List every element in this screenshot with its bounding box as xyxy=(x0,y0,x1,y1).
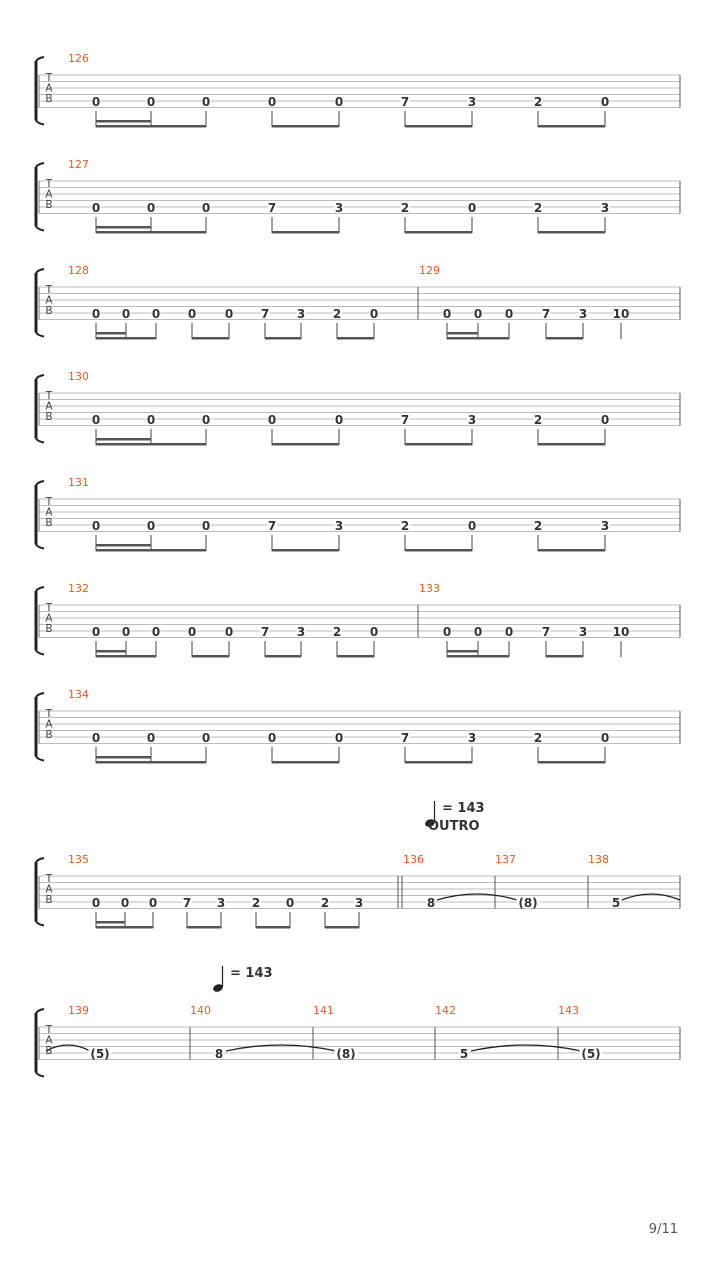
fret-number: 2 xyxy=(320,896,330,910)
fret-number: 0 xyxy=(473,625,483,639)
fret-number: 3 xyxy=(334,519,344,533)
measure-number: 127 xyxy=(68,158,89,171)
fret-number: 0 xyxy=(91,201,101,215)
bracket-cap-top xyxy=(36,481,44,485)
fret-number: 7 xyxy=(400,413,410,427)
fret-number: 0 xyxy=(201,413,211,427)
tab-clef-letter: A xyxy=(45,506,53,519)
fret-number: 0 xyxy=(146,731,156,745)
fret-number: 0 xyxy=(91,95,101,109)
fret-number: 0 xyxy=(201,201,211,215)
beam xyxy=(325,926,359,929)
fret-number: 0 xyxy=(91,519,101,533)
bracket-cap-bottom xyxy=(36,922,44,926)
fret-number: 2 xyxy=(533,95,543,109)
fret-number: 0 xyxy=(267,413,277,427)
measure-number: 140 xyxy=(190,1004,211,1017)
bracket-cap-top xyxy=(36,1009,44,1013)
fret-number: 7 xyxy=(400,95,410,109)
fret-number: 0 xyxy=(504,307,514,321)
tab-clef-letter: T xyxy=(45,390,53,402)
fret-number: 3 xyxy=(354,896,364,910)
beam xyxy=(337,337,374,340)
fret-number: 0 xyxy=(146,95,156,109)
tab-clef-letter: B xyxy=(45,623,53,635)
fret-number: 3 xyxy=(600,519,610,533)
bracket-cap-top xyxy=(36,858,44,862)
fret-number: 3 xyxy=(216,896,226,910)
beam-secondary xyxy=(96,921,125,924)
tab-clef-letter: T xyxy=(45,284,53,296)
tie-arc xyxy=(437,894,517,900)
fret-number: 0 xyxy=(473,307,483,321)
beam-secondary xyxy=(96,756,151,759)
fret-number: 0 xyxy=(224,625,234,639)
beam xyxy=(447,655,509,658)
tab-clef-letter: T xyxy=(45,873,53,885)
tab-clef-letter: A xyxy=(45,718,53,731)
fret-number: 7 xyxy=(541,307,551,321)
measure-number: 138 xyxy=(588,853,609,866)
tab-clef-letter: B xyxy=(45,411,53,423)
fret-number: 0 xyxy=(600,413,610,427)
fret-number: 0 xyxy=(146,519,156,533)
fret-number: 7 xyxy=(182,896,192,910)
fret-number: 0 xyxy=(369,625,379,639)
tab-clef-letter: T xyxy=(45,178,53,190)
fret-number: 0 xyxy=(201,519,211,533)
tab-clef-letter: T xyxy=(45,1024,53,1036)
tab-clef-letter: T xyxy=(45,496,53,508)
tab-clef-letter: A xyxy=(45,1034,53,1047)
fret-number: 0 xyxy=(369,307,379,321)
beam-secondary xyxy=(96,120,151,123)
fret-number: 0 xyxy=(224,307,234,321)
fret-number: 0 xyxy=(600,95,610,109)
beam xyxy=(546,337,583,340)
beam xyxy=(272,549,339,552)
beam xyxy=(538,125,605,128)
bracket-cap-bottom xyxy=(36,439,44,443)
bracket-cap-top xyxy=(36,375,44,379)
beam xyxy=(96,926,153,929)
fret-number: 0 xyxy=(121,625,131,639)
fret-number: 0 xyxy=(121,307,131,321)
tie-arc xyxy=(471,1045,581,1051)
beam xyxy=(96,761,206,764)
bracket-cap-bottom xyxy=(36,227,44,231)
fret-number: 8 xyxy=(426,896,436,910)
fret-number: 0 xyxy=(148,896,158,910)
fret-number: 0 xyxy=(442,625,452,639)
fret-number: (5) xyxy=(90,1047,110,1061)
beam xyxy=(256,926,290,929)
measure-number: 132 xyxy=(68,582,89,595)
fret-number: 3 xyxy=(296,307,306,321)
page-number: 9/11 xyxy=(648,1222,678,1237)
beam xyxy=(405,125,472,128)
measure-number: 133 xyxy=(419,582,440,595)
fret-number: 0 xyxy=(91,307,101,321)
fret-number: (8) xyxy=(336,1047,356,1061)
fret-number: 0 xyxy=(285,896,295,910)
bracket-cap-bottom xyxy=(36,651,44,655)
bracket-cap-top xyxy=(36,587,44,591)
fret-number: (8) xyxy=(518,896,538,910)
fret-number: 3 xyxy=(467,731,477,745)
fret-number: 5 xyxy=(611,896,621,910)
fret-number: 3 xyxy=(578,625,588,639)
tab-clef-letter: A xyxy=(45,188,53,201)
fret-number: 0 xyxy=(334,413,344,427)
tab-clef-letter: B xyxy=(45,729,53,741)
beam-secondary xyxy=(96,544,151,547)
fret-number: 0 xyxy=(187,625,197,639)
bracket-cap-bottom xyxy=(36,333,44,337)
fret-number: 7 xyxy=(260,307,270,321)
fret-number: 7 xyxy=(260,625,270,639)
fret-number: 2 xyxy=(400,201,410,215)
beam xyxy=(96,231,206,234)
tie-arc xyxy=(226,1045,336,1051)
beam xyxy=(538,761,605,764)
beam xyxy=(272,761,339,764)
tempo-marking: = 143 xyxy=(230,966,273,981)
fret-number: 0 xyxy=(120,896,130,910)
fret-number: 0 xyxy=(91,731,101,745)
beam xyxy=(192,655,229,658)
measure-number: 135 xyxy=(68,853,89,866)
fret-number: 0 xyxy=(201,95,211,109)
measure-number: 126 xyxy=(68,52,89,65)
fret-number: 8 xyxy=(214,1047,224,1061)
fret-number: 2 xyxy=(251,896,261,910)
fret-number: 0 xyxy=(91,413,101,427)
fret-number: 0 xyxy=(151,307,161,321)
bracket-cap-top xyxy=(36,163,44,167)
tab-clef-letter: B xyxy=(45,93,53,105)
fret-number: 0 xyxy=(267,731,277,745)
fret-number: 0 xyxy=(334,731,344,745)
measure-number: 134 xyxy=(68,688,89,701)
beam-secondary xyxy=(96,332,126,335)
fret-number: 0 xyxy=(146,201,156,215)
measure-number: 139 xyxy=(68,1004,89,1017)
fret-number: 0 xyxy=(442,307,452,321)
bracket-cap-bottom xyxy=(36,1073,44,1077)
tab-clef-letter: B xyxy=(45,894,53,906)
measure-number: 137 xyxy=(495,853,516,866)
fret-number: (5) xyxy=(581,1047,601,1061)
beam-secondary xyxy=(447,650,478,653)
bracket-cap-bottom xyxy=(36,757,44,761)
section-label: OUTRO xyxy=(428,819,480,834)
fret-number: 0 xyxy=(91,625,101,639)
fret-number: 5 xyxy=(459,1047,469,1061)
tab-clef-letter: A xyxy=(45,612,53,625)
beam xyxy=(538,231,605,234)
fret-number: 2 xyxy=(400,519,410,533)
fret-number: 2 xyxy=(533,201,543,215)
beam xyxy=(405,231,472,234)
tab-clef-letter: A xyxy=(45,883,53,896)
fret-number: 0 xyxy=(201,731,211,745)
fret-number: 3 xyxy=(296,625,306,639)
beam xyxy=(405,549,472,552)
bracket-cap-bottom xyxy=(36,545,44,549)
beam-secondary xyxy=(447,332,478,335)
beam xyxy=(96,443,206,446)
tie-arc xyxy=(622,894,680,900)
fret-number: 2 xyxy=(533,731,543,745)
tab-clef-letter: T xyxy=(45,708,53,720)
beam xyxy=(405,761,472,764)
tab-clef-letter: A xyxy=(45,294,53,307)
beam xyxy=(272,443,339,446)
bracket-cap-top xyxy=(36,57,44,61)
beam xyxy=(96,655,156,658)
fret-number: 2 xyxy=(332,625,342,639)
bracket-cap-bottom xyxy=(36,121,44,125)
fret-number: 0 xyxy=(600,731,610,745)
fret-number: 0 xyxy=(467,201,477,215)
bracket-cap-top xyxy=(36,269,44,273)
measure-number: 141 xyxy=(313,1004,334,1017)
beam xyxy=(538,549,605,552)
fret-number: 0 xyxy=(267,95,277,109)
fret-number: 10 xyxy=(612,625,630,639)
fret-number: 0 xyxy=(91,896,101,910)
fret-number: 3 xyxy=(467,95,477,109)
fret-number: 10 xyxy=(612,307,630,321)
fret-number: 2 xyxy=(332,307,342,321)
beam xyxy=(96,125,206,128)
beam xyxy=(405,443,472,446)
beam xyxy=(447,337,509,340)
beam xyxy=(272,125,339,128)
beam-secondary xyxy=(96,226,151,229)
beam xyxy=(96,337,156,340)
beam xyxy=(265,655,301,658)
beam xyxy=(96,549,206,552)
beam xyxy=(187,926,221,929)
fret-number: 0 xyxy=(504,625,514,639)
tab-clef-letter: A xyxy=(45,400,53,413)
measure-number: 136 xyxy=(403,853,424,866)
fret-number: 3 xyxy=(467,413,477,427)
tab-clef-letter: T xyxy=(45,602,53,614)
beam xyxy=(192,337,229,340)
measure-number: 143 xyxy=(558,1004,579,1017)
beam xyxy=(538,443,605,446)
measure-number: 130 xyxy=(68,370,89,383)
tempo-marking: = 143 xyxy=(442,801,485,816)
beam xyxy=(546,655,583,658)
fret-number: 7 xyxy=(267,201,277,215)
fret-number: 7 xyxy=(400,731,410,745)
fret-number: 2 xyxy=(533,413,543,427)
tab-clef-letter: B xyxy=(45,1045,53,1057)
tab-clef-letter: B xyxy=(45,199,53,211)
tab-clef-letter: T xyxy=(45,72,53,84)
tab-clef-letter: B xyxy=(45,517,53,529)
tab-clef-letter: A xyxy=(45,82,53,95)
fret-number: 0 xyxy=(467,519,477,533)
measure-number: 129 xyxy=(419,264,440,277)
tab-clef-letter: B xyxy=(45,305,53,317)
bracket-cap-top xyxy=(36,693,44,697)
fret-number: 0 xyxy=(187,307,197,321)
fret-number: 3 xyxy=(600,201,610,215)
beam xyxy=(265,337,301,340)
measure-number: 131 xyxy=(68,476,89,489)
fret-number: 3 xyxy=(334,201,344,215)
beam-secondary xyxy=(96,650,126,653)
beam xyxy=(272,231,339,234)
fret-number: 3 xyxy=(578,307,588,321)
measure-number: 142 xyxy=(435,1004,456,1017)
beam xyxy=(337,655,374,658)
beam-secondary xyxy=(96,438,151,441)
measure-number: 128 xyxy=(68,264,89,277)
fret-number: 0 xyxy=(151,625,161,639)
fret-number: 2 xyxy=(533,519,543,533)
fret-number: 0 xyxy=(146,413,156,427)
fret-number: 7 xyxy=(267,519,277,533)
fret-number: 0 xyxy=(334,95,344,109)
fret-number: 7 xyxy=(541,625,551,639)
